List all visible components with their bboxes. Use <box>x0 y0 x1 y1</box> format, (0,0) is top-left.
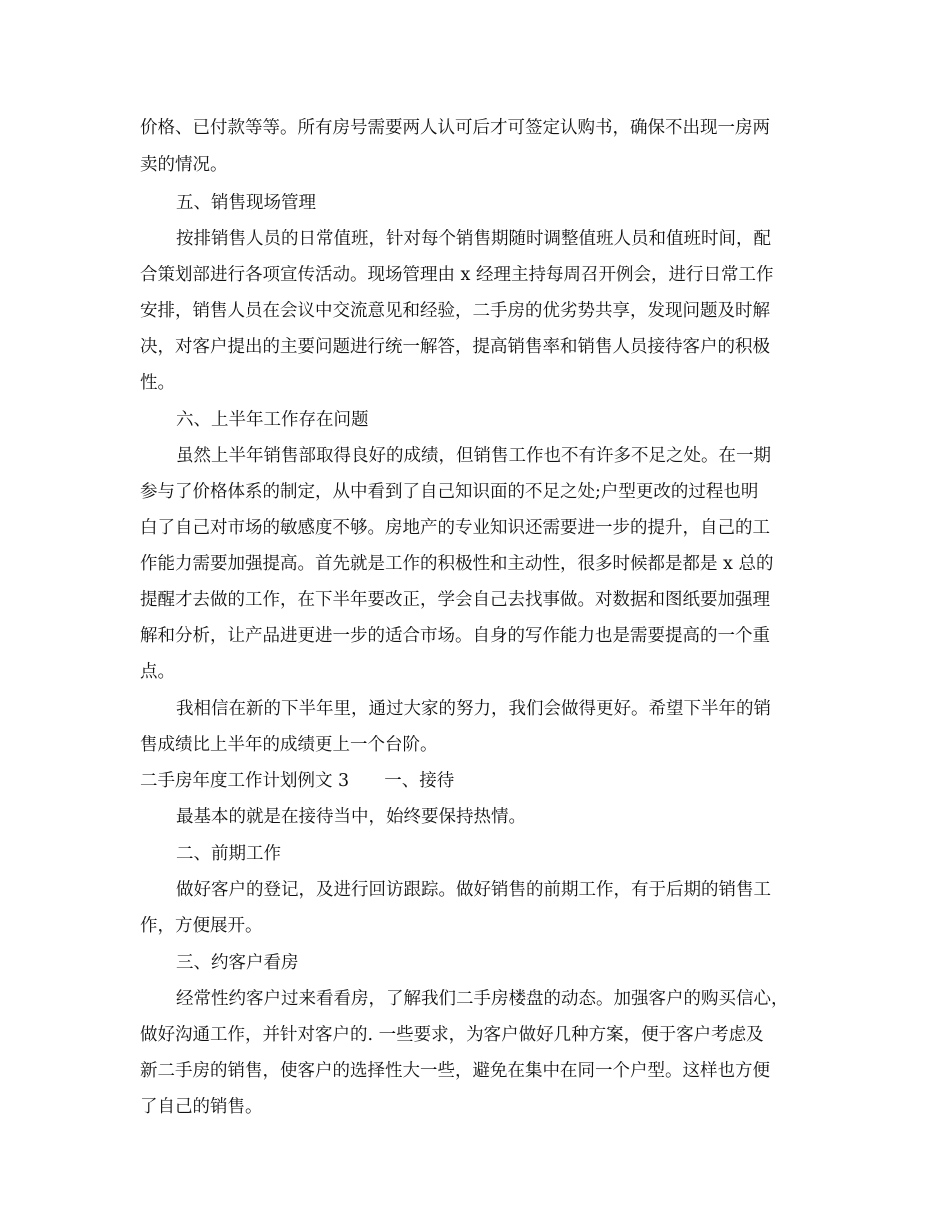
section-heading: 三、约客户看房 <box>176 953 299 973</box>
text-line: 参与了价格体系的制定，从中看到了自己知识面的不足之处;户型更改的过程也明 <box>140 482 759 502</box>
text-line: 决，对客户提出的主要问题进行统一解答，提高销售率和销售人员接待客户的积极 <box>140 337 770 357</box>
text-line: 性。 <box>140 373 175 393</box>
text-line: 我相信在新的下半年里，通过大家的努力，我们会做得更好。希望下半年的销 <box>176 699 771 719</box>
section-heading: 六、上半年工作存在问题 <box>176 410 369 430</box>
text-line: 新二手房的销售，使客户的选择性大一些，避免在集中在同一个户型。这样也方便 <box>140 1061 770 1081</box>
text-line: 价格、已付款等等。所有房号需要两人认可后才可签定认购书，确保不出现一房两 <box>140 118 770 138</box>
text-line: 按排销售人员的日常值班，针对每个销售期随时调整值班人员和值班时间，配 <box>176 229 771 249</box>
text-line: 解和分析，让产品进更进一步的适合市场。自身的写作能力也是需要提高的一个重 <box>140 626 770 646</box>
text-line: 提醒才去做的工作，在下半年要改正，学会自己去找事做。对数据和图纸要加强理 <box>140 590 770 610</box>
text-line: 作能力需要加强提高。首先就是工作的积极性和主动性，很多时候都是都是 x 总的 <box>140 554 774 574</box>
text-line: 点。 <box>140 662 175 682</box>
text-line: 经常性约客户过来看看房，了解我们二手房楼盘的动态。加强客户的购买信心， <box>176 989 789 1009</box>
text-line: 最基本的就是在接待当中，始终要保持热情。 <box>176 807 526 827</box>
text-line: 白了自己对市场的敏感度不够。房地产的专业知识还需要进一步的提升，自己的工 <box>140 518 770 538</box>
text-line: 了自己的销售。 <box>140 1097 263 1117</box>
text-line: 售成绩比上半年的成绩更上一个台阶。 <box>140 735 438 755</box>
section-heading: 五、销售现场管理 <box>176 193 316 213</box>
text-line: 卖的情况。 <box>140 155 228 175</box>
text-line: 合策划部进行各项宣传活动。现场管理由 x 经理主持每周召开例会，进行日常工作 <box>140 265 774 285</box>
text-line: 作，方便展开。 <box>140 916 263 936</box>
section-heading: 二、前期工作 <box>176 844 281 864</box>
text-line: 做好沟通工作，并针对客户的. 一些要求，为客户做好几种方案，便于客户考虑及 <box>140 1025 764 1045</box>
text-line: 安排，销售人员在会议中交流意见和经验，二手房的优劣势共享，发现问题及时解 <box>140 301 770 321</box>
text-line: 做好客户的登记，及进行回访跟踪。做好销售的前期工作，有于后期的销售工 <box>176 880 771 900</box>
document-title: 二手房年度工作计划例文 3 一、接待 <box>140 771 455 791</box>
text-line: 虽然上半年销售部取得良好的成绩，但销售工作也不有许多不足之处。在一期 <box>176 446 771 466</box>
